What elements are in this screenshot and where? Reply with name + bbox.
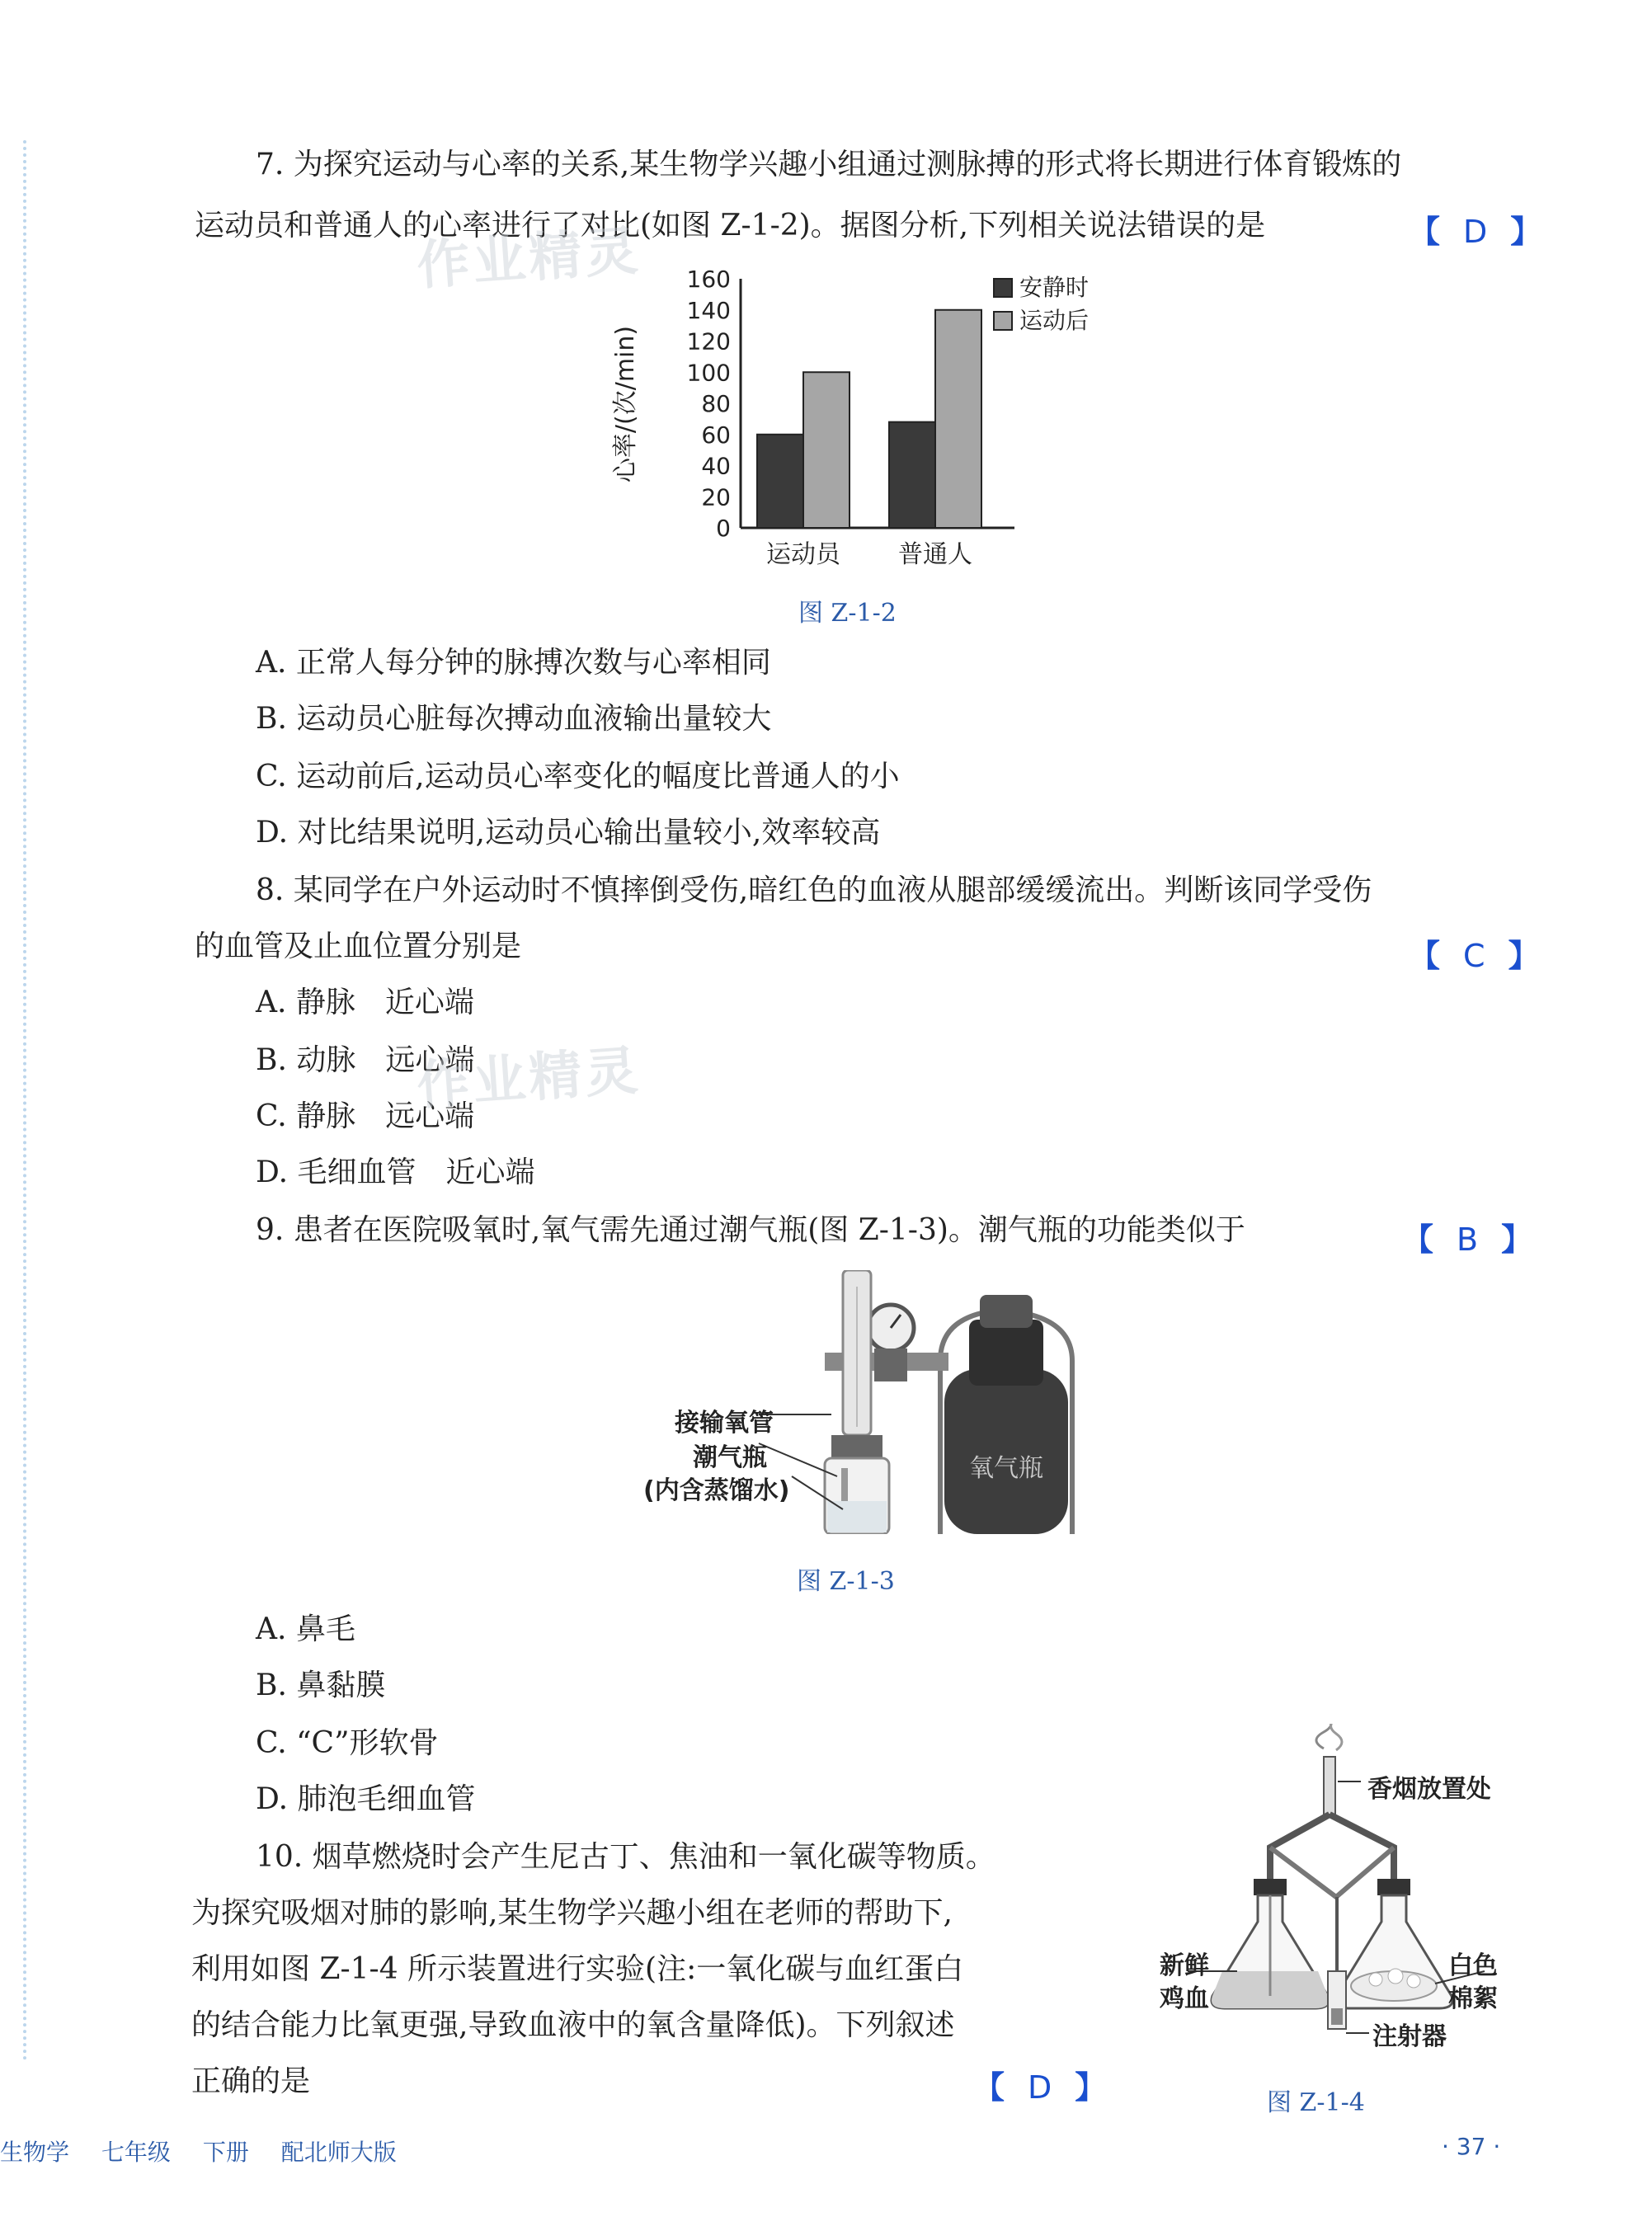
footer-subject: 生物学 (0, 2139, 70, 2166)
x-category-label: 运动员 (766, 540, 840, 569)
q9-answer-letter: B (1457, 1221, 1479, 1258)
x-category-label: 普通人 (898, 540, 972, 569)
heart-rate-chart (610, 264, 1122, 569)
y-tick-label: 80 (701, 390, 731, 417)
bar-0-0 (757, 435, 803, 528)
q7-line2: 运动员和普通人的心率进行了对比(如图 Z-1-2)。据图分析,下列相关说法错误的是 (195, 209, 1266, 242)
y-tick-label: 0 (716, 515, 731, 542)
q9-option-c: C. “C”形软骨 (256, 1726, 439, 1760)
legend-label-1: 运动后 (1019, 307, 1090, 334)
cotton-label-1: 白色 (1448, 1951, 1498, 1980)
q10-answer-letter: D (1028, 2069, 1052, 2106)
y-tick-label: 140 (686, 296, 731, 324)
y-axis-title-text: 心率/(次/min) (611, 325, 640, 483)
q8-answer: 【 C 】 (1409, 938, 1540, 974)
q7-line1: 7. 为探究运动与心率的关系,某生物学兴趣小组通过测脉搏的形式将长期进行体育锻炼的 (256, 148, 1402, 181)
y-axis-title (611, 326, 640, 482)
q10-line2: 为探究吸烟对肺的影响,某生物学兴趣小组在老师的帮助下, (191, 1896, 953, 1930)
q8-option-a: A. 静脉 近心端 (256, 986, 474, 1019)
q7-answer: 【 D 】 (1409, 214, 1542, 250)
q9-option-b: B. 鼻黏膜 (256, 1669, 386, 1702)
legend-label-0: 安静时 (1019, 274, 1090, 301)
q8-option-b: B. 动脉 远心端 (256, 1043, 475, 1077)
q10-line4: 的结合能力比氧更强,导致血液中的氧含量降低)。下列叙述 (191, 2008, 955, 2042)
y-tick-label: 20 (701, 483, 731, 511)
bar-0-1 (803, 372, 850, 528)
q9-answer: 【 B 】 (1402, 1221, 1533, 1258)
q9-caption: 图 Z-1-3 (797, 1567, 895, 1596)
bar-1-0 (889, 422, 935, 528)
q8-line1: 8. 某同学在户外运动时不慎摔倒受伤,暗红色的血液从腿部缓缓流出。判断该同学受伤 (256, 873, 1372, 907)
bottle-label: 潮气瓶 (693, 1443, 767, 1472)
syringe-label: 注射器 (1372, 2022, 1447, 2051)
footer-book-info (0, 2135, 421, 2167)
cotton-label-2: 棉絮 (1448, 1984, 1498, 2013)
q10-caption: 图 Z-1-4 (1267, 2088, 1365, 2117)
margin-dotted-line (23, 140, 26, 2062)
q7-option-a: A. 正常人每分钟的脉搏次数与心率相同 (256, 646, 771, 680)
q10-line5: 正确的是 (191, 2064, 311, 2098)
q8-option-c: C. 静脉 远心端 (256, 1099, 475, 1133)
q10-answer: 【 D 】 (973, 2069, 1107, 2106)
footer-grade: 七年级 (101, 2139, 171, 2166)
footer-edition: 配北师大版 (280, 2139, 397, 2166)
tank-label: 氧气瓶 (969, 1454, 1043, 1483)
y-tick-label: 120 (686, 327, 731, 355)
legend-swatch-1 (994, 312, 1012, 330)
y-tick-label: 100 (686, 359, 731, 387)
q10-line3: 利用如图 Z-1-4 所示装置进行实验(注:一氧化碳与血红蛋白 (191, 1952, 964, 1986)
q8-option-d: D. 毛细血管 近心端 (256, 1156, 535, 1189)
page-number: · 37 · (1442, 2133, 1501, 2160)
q7-option-c: C. 运动前后,运动员心率变化的幅度比普通人的小 (256, 760, 900, 793)
bar-1-1 (935, 310, 981, 528)
y-tick-label: 60 (701, 421, 731, 449)
q8-line2: 的血管及止血位置分别是 (195, 930, 522, 963)
blood-label-1: 新鲜 (1160, 1951, 1209, 1980)
q7-option-d: D. 对比结果说明,运动员心输出量较小,效率较高 (256, 816, 881, 850)
y-tick-label: 40 (701, 452, 731, 480)
water-label: (内含蒸馏水) (643, 1476, 790, 1505)
watermark-2: 作业精灵 (415, 1040, 643, 1118)
watermark-1: 作业精灵 (415, 220, 643, 298)
footer-volume: 下册 (202, 2139, 249, 2166)
q9-option-d: D. 肺泡毛细血管 (256, 1782, 476, 1816)
tube-label: 接输氧管 (675, 1409, 774, 1438)
q10-line1: 10. 烟草燃烧时会产生尼古丁、焦油和一氧化碳等物质。 (256, 1840, 995, 1874)
q9-line1: 9. 患者在医院吸氧时,氧气需先通过潮气瓶(图 Z-1-3)。潮气瓶的功能类似于 (256, 1213, 1245, 1247)
cig-label: 香烟放置处 (1367, 1775, 1491, 1804)
legend-swatch-0 (994, 279, 1012, 297)
q7-answer-letter: D (1463, 214, 1488, 250)
q7-option-b: B. 运动员心脏每次搏动血液输出量较大 (256, 702, 772, 736)
q7-caption: 图 Z-1-2 (798, 599, 897, 628)
blood-label-2: 鸡血 (1160, 1984, 1209, 2013)
y-tick-label: 160 (686, 266, 731, 293)
q9-option-a: A. 鼻毛 (256, 1612, 355, 1646)
q8-answer-letter: C (1463, 938, 1485, 974)
